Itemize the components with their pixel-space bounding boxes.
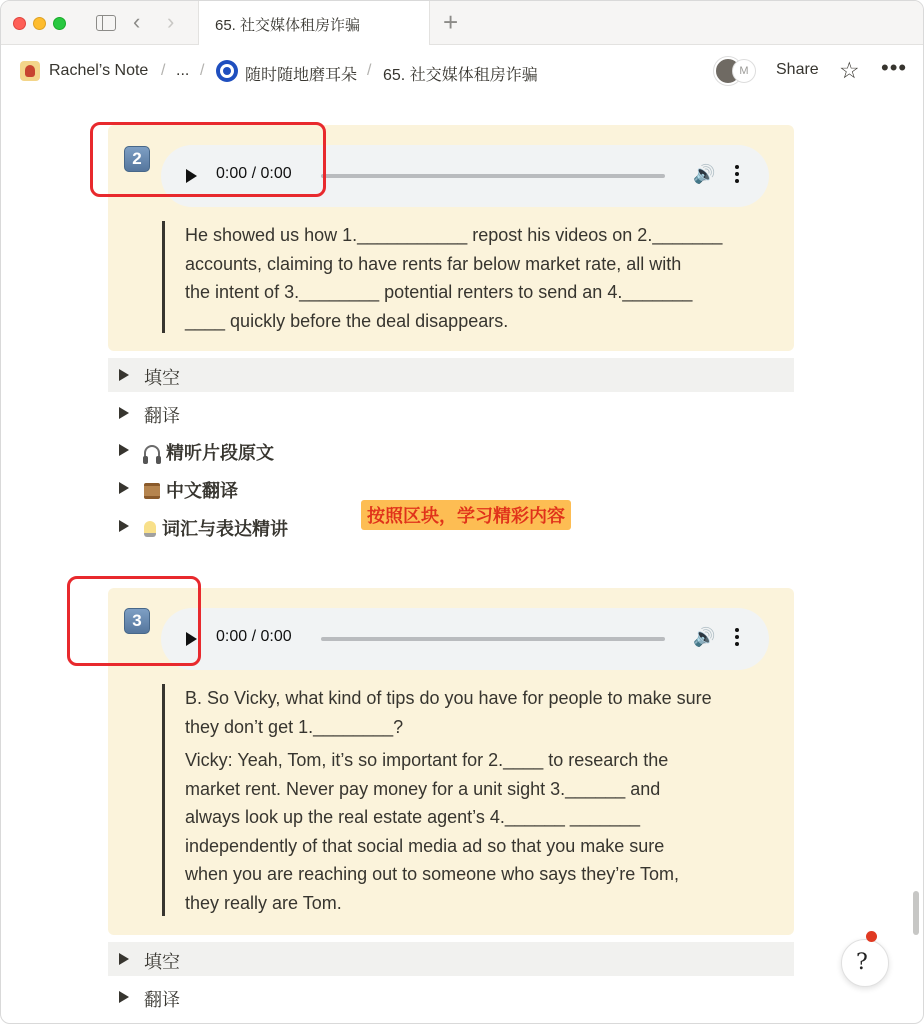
quote-line: B. So Vicky, what kind of tips do you have for people to make sure [185, 688, 712, 708]
more-options-icon[interactable]: ••• [881, 55, 908, 80]
tab-title: 65. 社交媒体租房诈骗 [215, 17, 361, 34]
quote-line: He showed us how 1.___________ repost his videos on 2._______ [185, 225, 723, 245]
back-arrow-icon[interactable]: ‹ [133, 9, 141, 34]
keycap-number-icon: 2 [124, 146, 150, 172]
toggle-label: 词汇与表达精讲 [144, 515, 288, 541]
toggle-fill-blank[interactable] [108, 358, 794, 392]
help-button[interactable] [841, 939, 889, 987]
share-button[interactable]: Share [776, 61, 819, 78]
audio-progress-bar[interactable] [321, 174, 665, 178]
headphone-icon [144, 445, 160, 461]
audio-player [161, 608, 769, 670]
breadcrumb-separator: / [367, 62, 372, 79]
quote-line: independently of that social media ad so that you make sure [185, 835, 665, 856]
breadcrumb-parent[interactable]: 随时随地磨耳朵 [245, 67, 358, 84]
toggle-label: 填空 [144, 952, 180, 972]
breadcrumb-root[interactable]: Rachel’s Note [49, 62, 149, 79]
toggle-label: 翻译 [144, 406, 180, 426]
forward-arrow-icon[interactable]: › [167, 9, 175, 34]
toggle-triangle-icon[interactable] [119, 520, 129, 532]
new-tab-plus-icon[interactable]: + [443, 7, 459, 37]
volume-icon[interactable]: 🔊 [693, 164, 716, 184]
scrollbar-thumb[interactable] [913, 891, 919, 935]
toggle-label: 精听片段原文 [144, 439, 274, 465]
minimize-window-button[interactable] [33, 17, 46, 30]
breadcrumb-current[interactable]: 65. 社交媒体租房诈骗 [383, 67, 538, 84]
target-icon [216, 60, 238, 82]
sidebar-toggle-icon[interactable] [96, 15, 116, 31]
toggle-triangle-icon[interactable] [119, 407, 129, 419]
quote-line: they don’t get 1.________? [185, 716, 404, 737]
breadcrumb-separator: / [161, 62, 166, 79]
toggle-label: 填空 [144, 368, 180, 388]
quote-line: ____ quickly before the deal disappears. [185, 310, 509, 331]
toggle-label: 中文翻译 [144, 477, 238, 503]
toggle-triangle-icon[interactable] [119, 991, 129, 1003]
keycap-number-icon: 3 [124, 608, 150, 634]
scroll-icon [144, 483, 160, 499]
breadcrumb-ellipsis[interactable]: ... [176, 62, 190, 79]
toggle-translate[interactable] [108, 396, 794, 430]
zoom-window-button[interactable] [53, 17, 66, 30]
quote-line: market rent. Never pay money for a unit sight 3.______ and [185, 778, 661, 799]
quote-line: when you are reaching out to someone who says they’re Tom, [185, 864, 679, 884]
close-window-button[interactable] [13, 17, 26, 30]
toggle-fill-blank[interactable] [108, 942, 794, 976]
title-bar [1, 1, 924, 45]
audio-options-icon[interactable] [735, 628, 739, 649]
toggle-triangle-icon[interactable] [119, 444, 129, 456]
toggle-triangle-icon[interactable] [119, 953, 129, 965]
quote-line: always look up the real estate agent’s 4.______ _______ [185, 807, 641, 827]
star-icon[interactable]: ☆ [839, 57, 860, 83]
breadcrumb-separator: / [200, 62, 205, 79]
audio-time: 0:00 / 0:00 [216, 628, 292, 645]
toggle-translate[interactable] [108, 980, 794, 1014]
audio-time: 0:00 / 0:00 [216, 165, 292, 182]
red-highlight-box [90, 122, 326, 197]
toggle-transcript[interactable] [108, 433, 794, 467]
toggle-triangle-icon[interactable] [119, 369, 129, 381]
volume-icon[interactable]: 🔊 [693, 627, 716, 647]
audio-progress-bar[interactable] [321, 637, 665, 641]
red-highlight-box [67, 576, 201, 666]
user-avatar-initial[interactable]: M [732, 59, 756, 83]
audio-options-icon[interactable] [735, 165, 739, 186]
tab-current-page[interactable] [198, 1, 430, 45]
note-emoji-icon [20, 61, 40, 81]
help-question-icon: ? [856, 950, 868, 975]
quote-line: they really are Tom. [185, 892, 342, 913]
annotation-highlight: 按照区块，学习精彩内容 [361, 500, 571, 530]
toggle-triangle-icon[interactable] [119, 482, 129, 494]
quote-block [162, 221, 722, 333]
quote-line: the intent of 3.________ potential renters to send an 4._______ [185, 282, 693, 302]
quote-line: accounts, claiming to have rents far below market rate, all with [185, 253, 682, 274]
quote-block [162, 684, 712, 916]
lightbulb-icon [144, 521, 156, 537]
apple-icon [866, 931, 877, 942]
toggle-label: 翻译 [144, 990, 180, 1010]
quote-line: Vicky: Yeah, Tom, it’s so important for 2.____ to research the [185, 750, 669, 770]
